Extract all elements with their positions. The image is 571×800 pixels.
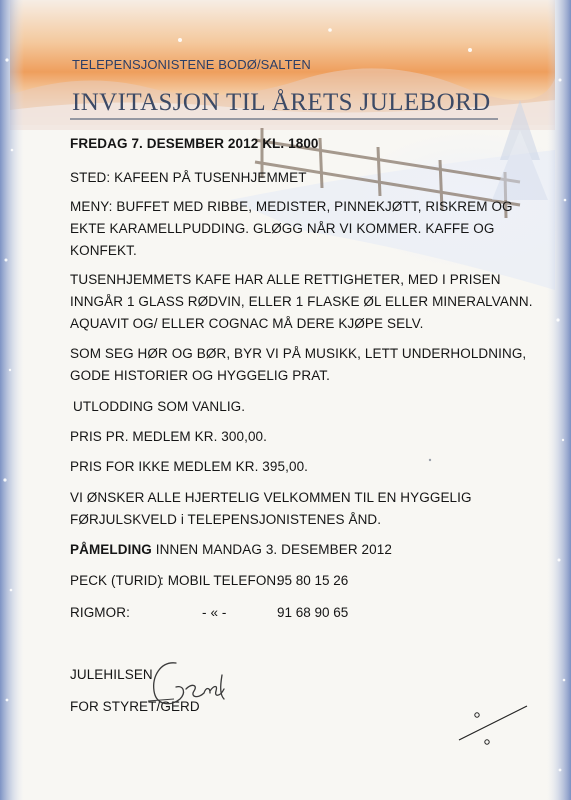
page-title: INVITASJON TIL ÅRETS JULEBORD [72,89,491,116]
registration-label: PÅMELDING [70,542,152,557]
contact-phone: 91 68 90 65 [277,605,349,620]
menu-line: MENY: BUFFET MED RIBBE, MEDISTER, PINNEKJØTT, RISKREM OG [70,199,513,214]
welcome-line: VI ØNSKER ALLE HJERTELIG VELKOMMEN TIL EN HYGGELIG [70,490,472,505]
drinks-line: AQUAVIT OG/ ELLER COGNAC MÅ DERE KJØPE SELV. [70,316,424,331]
drinks-line: TUSENHJEMMETS KAFE HAR ALLE RETTIGHETER, MED I PRISEN [70,272,501,287]
entertainment-line: GODE HISTORIER OG HYGGELIG PRAT. [70,368,330,383]
menu-line: KONFEKT. [70,243,137,258]
price-member: PRIS PR. MEDLEM KR. 300,00. [70,429,268,444]
handwritten-signature [140,655,230,720]
pen-mark [455,700,535,750]
price-nonmember: PRIS FOR IKKE MEDLEM KR. 395,00. [70,459,309,474]
drinks-line: INNGÅR 1 GLASS RØDVIN, ELLER 1 FLASKE ØL ELLER MINERALVANN. [70,294,533,309]
event-venue: STED: KAFEEN PÅ TUSENHJEMMET [70,170,307,185]
welcome-line: FØRJULSKVELD i TELEPENSJONISTENES ÅND. [70,512,382,527]
contact-label: : MOBIL TELEFON: [160,573,281,588]
menu-line: EKTE KARAMELLPUDDING. GLØGG NÅR VI KOMMER. KAFFE OG [70,221,495,236]
organization-name: TELEPENSJONISTENE BODØ/SALTEN [72,57,311,72]
contact-label: - « - [202,605,227,620]
closing-from: FOR STYRET/GERD [70,699,200,714]
contact-name: PECK (TURID) [70,573,162,588]
registration-line [70,539,392,561]
event-date: FREDAG 7. DESEMBER 2012 KL. 1800 [70,136,319,151]
entertainment-line: SOM SEG HØR OG BØR, BYR VI PÅ MUSIKK, LETT UNDERHOLDNING, [70,346,527,361]
registration-deadline: INNEN MANDAG 3. DESEMBER 2012 [155,542,392,557]
contact-phone: 95 80 15 26 [277,573,349,588]
closing-greeting: JULEHILSEN [70,667,153,682]
raffle-text: UTLODDING SOM VANLIG. [73,399,246,414]
contact-name: RIGMOR: [70,605,130,620]
